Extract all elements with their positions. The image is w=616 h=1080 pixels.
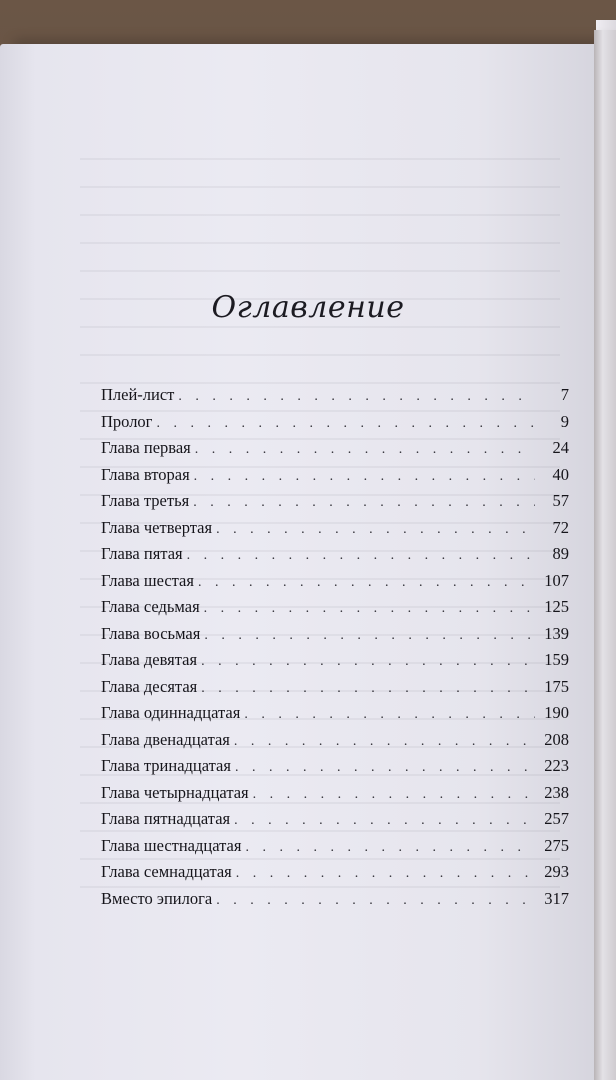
- toc-entry-page: 24: [552, 438, 569, 457]
- dot-leader: [234, 808, 535, 835]
- toc-entry[interactable]: [101, 859, 569, 886]
- toc-entry[interactable]: [101, 594, 569, 621]
- toc-entry-page: 275: [544, 835, 569, 855]
- toc-entry-page: 72: [552, 517, 569, 537]
- toc-entry-label: Глава десятая: [101, 676, 198, 696]
- toc-entry-label: Глава двенадцатая: [101, 729, 230, 749]
- dot-leader: [201, 649, 535, 676]
- toc-entry[interactable]: [101, 621, 569, 648]
- toc-entry[interactable]: [101, 435, 569, 462]
- toc-entry-label: Глава семнадцатая: [101, 862, 232, 881]
- toc-entry[interactable]: [101, 833, 569, 860]
- toc-entry-page: 317: [544, 888, 569, 908]
- toc-entry-page: 159: [544, 650, 569, 669]
- toc-entry[interactable]: [101, 462, 569, 489]
- toc-entry-page: 125: [544, 597, 569, 616]
- toc-entry[interactable]: [101, 700, 569, 727]
- toc-entry-page: 175: [544, 676, 569, 696]
- toc-entry-label: Глава шестнадцатая: [101, 835, 242, 855]
- toc-entry-label: Глава девятая: [101, 650, 198, 669]
- toc-entry-page: 223: [544, 756, 569, 775]
- toc-entry-page: 190: [544, 703, 569, 722]
- dot-leader: [156, 411, 535, 438]
- toc-entry-page: 9: [560, 411, 569, 431]
- toc-entry-page: 40: [552, 464, 569, 484]
- dot-leader: [204, 596, 535, 623]
- toc-entry-page: 238: [544, 782, 569, 802]
- toc-entry-page: 257: [544, 809, 569, 828]
- toc-entry-page: 107: [544, 570, 569, 590]
- table-of-contents: [101, 382, 569, 912]
- dot-leader: [198, 570, 535, 597]
- dot-leader: [235, 755, 535, 782]
- toc-entry-page: 208: [544, 729, 569, 749]
- toc-entry[interactable]: [101, 727, 569, 754]
- dot-leader: [244, 702, 535, 729]
- toc-entry-label: Глава пятая: [101, 544, 183, 563]
- toc-entry-page: 89: [552, 544, 569, 563]
- dot-leader: [195, 437, 535, 464]
- dot-leader: [253, 782, 535, 809]
- toc-entry[interactable]: [101, 674, 569, 701]
- toc-entry-label: Пролог: [101, 411, 153, 431]
- toc-entry-label: Глава третья: [101, 491, 190, 510]
- dot-leader: [216, 888, 535, 915]
- toc-entry-label: Плей-лист: [101, 385, 175, 404]
- toc-entry[interactable]: [101, 806, 569, 833]
- toc-entry-label: Глава пятнадцатая: [101, 809, 231, 828]
- toc-entry[interactable]: [101, 382, 569, 409]
- toc-entry-label: Глава одиннадцатая: [101, 703, 241, 722]
- page-title: Оглавление: [211, 290, 405, 325]
- dot-leader: [245, 835, 535, 862]
- toc-entry-label: Глава вторая: [101, 464, 190, 484]
- toc-entry[interactable]: [101, 488, 569, 515]
- toc-entry[interactable]: [101, 515, 569, 542]
- toc-entry[interactable]: [101, 753, 569, 780]
- toc-entry-label: Глава первая: [101, 438, 191, 457]
- dot-leader: [216, 517, 535, 544]
- toc-entry[interactable]: [101, 409, 569, 436]
- dot-leader: [236, 861, 535, 888]
- toc-entry-label: Глава седьмая: [101, 597, 200, 616]
- dot-leader: [204, 623, 535, 650]
- dot-leader: [201, 676, 535, 703]
- toc-entry-label: Глава тринадцатая: [101, 756, 231, 775]
- toc-entry[interactable]: [101, 780, 569, 807]
- toc-entry[interactable]: [101, 541, 569, 568]
- dot-leader: [234, 729, 535, 756]
- page-stack-edge: [594, 30, 616, 1080]
- toc-entry[interactable]: [101, 886, 569, 913]
- toc-entry-page: 7: [560, 385, 569, 404]
- toc-entry-page: 293: [544, 862, 569, 881]
- dot-leader: [187, 543, 535, 570]
- toc-entry-label: Глава шестая: [101, 570, 194, 590]
- toc-entry-label: Вместо эпилога: [101, 888, 213, 908]
- toc-entry-label: Глава четырнадцатая: [101, 782, 249, 802]
- dot-leader: [193, 490, 535, 517]
- toc-entry[interactable]: [101, 647, 569, 674]
- toc-entry-page: 57: [552, 491, 569, 510]
- dot-leader: [194, 464, 535, 491]
- toc-entry[interactable]: [101, 568, 569, 595]
- toc-entry-label: Глава четвертая: [101, 517, 213, 537]
- toc-entry-label: Глава восьмая: [101, 623, 201, 643]
- toc-entry-page: 139: [544, 623, 569, 643]
- dot-leader: [178, 384, 535, 411]
